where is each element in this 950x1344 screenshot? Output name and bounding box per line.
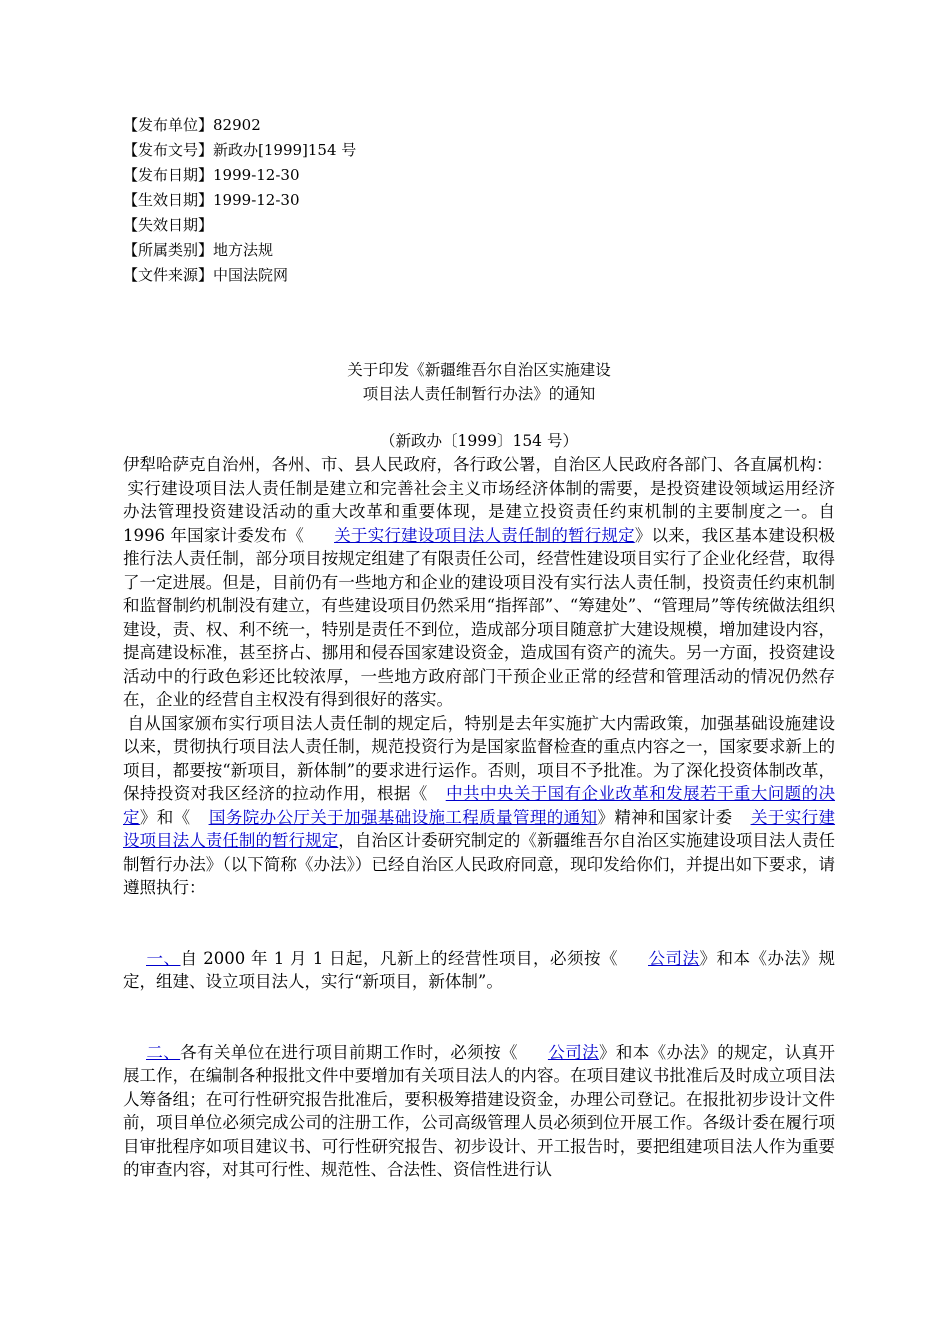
meta-publish-date: 【发布日期】1999-12-30 bbox=[123, 166, 300, 184]
document-number: （新政办〔1999〕154 号） bbox=[380, 432, 578, 450]
item-2: 二、各有关单位在进行项目前期工作时，必须按《 公司法》和本《办法》的规定，认真开展工作，在编制各种报批文件中要增加有关项目法人的内容。在项目建议书批准后及时成立项目法人筹备组；在可行性研究报告批准后，要积极筹措建设资金，办理公司登记。在报批初步设计文件前，项目单位必须完成公司的注册工作，公司高级管理人员必须到位开展工作。各级计委在履行项目审批程序如项目建议书、可行性研究报告、初步设计、开工报告时，要把组建项目法人作为重要的审查内容，对其可行性、规范性、合法性、资信性进行认 bbox=[123, 1042, 836, 1179]
link-project-legal-person-regulation[interactable]: 关于实行建设项目法人责任制的暂行规定 bbox=[334, 525, 635, 545]
meta-expiry-date: 【失效日期】 bbox=[123, 216, 214, 234]
meta-publisher: 【发布单位】82902 bbox=[123, 116, 261, 134]
document-page bbox=[123, 113, 835, 1182]
paragraph-1: 实行建设项目法人责任制是建立和完善社会主义市场经济体制的需要，是投资建设领域运用经济办法管理投资建设活动的重大改革和重要体现，是建立投资责任约束机制的主要制度之一。自 1996 年国家计委发布《 关于实行建设项目法人责任制的暂行规定》以来，我区基本建设积极推行法人责任制，部分项目按规定组建了有限责任公司，经营性建设项目实行了企业化经营，取得了一定进展。但是，目前仍有一些地方和企业的建设项目没有实行法人责任制，投资责任约束机制和监督制约机制没有建立，有些建设项目仍然采用“指挥部”、“筹建处”、“管理局”等传统做法组织建设，责、权、利不统一，特别是责任不到位，造成部分项目随意扩大建设规模，增加建设内容，提高建设标准，甚至挤占、挪用和侵吞国家建设资金，造成国有资产的流失。另一方面，投资建设活动中的行政色彩还比较浓厚，一些地方政府部门干预企业正常的经营和管理活动的情况仍然存在，企业的经营自主权没有得到很好的落实。 bbox=[123, 478, 835, 709]
link-project-legal-person-regulation-2[interactable]: 关于实行建设项目法人责任制的暂行规定 bbox=[123, 807, 836, 850]
addressee: 伊犁哈萨克自治州，各州、市、县人民政府，各行政公署，自治区人民政府各部门、各直属机构： bbox=[123, 455, 833, 474]
link-infrastructure-quality-notice[interactable]: 国务院办公厅关于加强基础设施工程质量管理的通知 bbox=[208, 807, 598, 827]
meta-source: 【文件来源】中国法院网 bbox=[123, 266, 289, 284]
meta-doc-number: 【发布文号】新政办[1999]154 号 bbox=[123, 141, 357, 159]
link-company-law-2[interactable]: 公司法 bbox=[547, 1042, 599, 1062]
meta-effective-date: 【生效日期】1999-12-30 bbox=[123, 191, 300, 209]
link-soe-reform-decision[interactable]: 中共中央关于国有企业改革和发展若干重大问题的决定 bbox=[123, 784, 836, 827]
item-1-number: 一、 bbox=[146, 948, 181, 968]
meta-category: 【所属类别】地方法规 bbox=[123, 241, 274, 259]
paragraph-2: 自从国家颁布实行项目法人责任制的规定后，特别是去年实施扩大内需政策，加强基础设施建设以来，贯彻执行项目法人责任制，规范投资行为是国家监督检查的重点内容之一，国家要求新上的项目，都要按“新项目，新体制”的要求进行运作。否则，项目不予批准。为了深化投资体制改革，保持投资对我区经济的拉动作用，根据《 中共中央关于国有企业改革和发展若干重大问题的决定》和《 国务院办公厅关于加强基础设施工程质量管理的通知》精神和国家计委 关于实行建设项目法人责任制的暂行规定，自治区计委研究制定的《新疆维吾尔自治区实施建设项目法人责任制暂行办法》（以下简称《办法》）已经自治区人民政府同意，现印发给你们，并提出如下要求，请遵照执行： bbox=[123, 713, 836, 897]
metadata-block bbox=[123, 113, 835, 288]
item-1: 一、自 2000 年 1 月 1 日起，凡新上的经营性项目，必须按《 公司法》和本《办法》规定，组建、设立项目法人，实行“新项目，新体制”。 bbox=[123, 948, 836, 991]
link-company-law[interactable]: 公司法 bbox=[648, 948, 700, 968]
document-title bbox=[123, 358, 835, 406]
title-line-1: 关于印发《新疆维吾尔自治区实施建设 bbox=[347, 361, 611, 379]
item-2-number: 二、 bbox=[146, 1042, 181, 1062]
title-line-2: 项目法人责任制暂行办法》的通知 bbox=[362, 385, 596, 403]
